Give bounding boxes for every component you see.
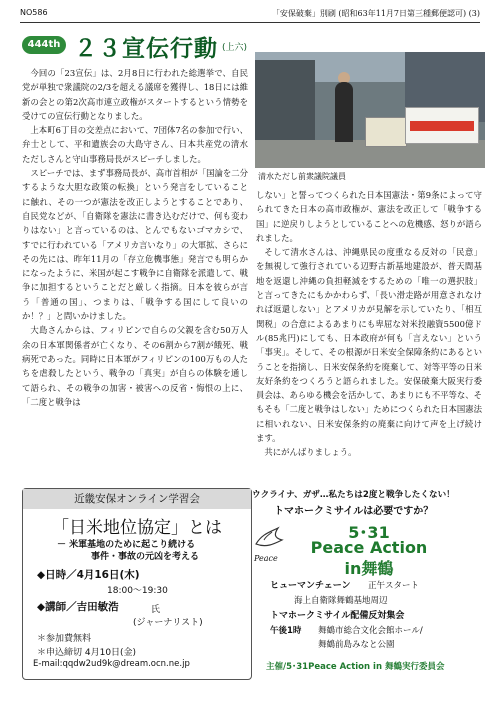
paragraph: スピーチでは、まず事務局長が、高市首相が「国論を二分するような大胆な政策の転換」という発言をしていることに触れ、その一つが憲法を改正しようとすることであり、自民党などが、「自衛隊を憲法に書き込むだけで、何も変わりはない」と言っているのは、とんでもないゴマカシで、すでに行われている「アメリカ言いなり」の大軍拡、さらにその先には、昨年11月の「存立危機事態」発言でも明らかになったように、米国が起こす戦争に自衛隊を派遣して、戦争に加担するということだと厳しく指摘。日本を彼らが言う「普通の国」、つまりは、「戦争する国にして良いのか！？」と問いかけました。: [22, 168, 248, 322]
paragraph: そして清水さんは、沖縄県民の度重なる反対の「民意」を無視して強行されている辺野古新基地建設が、普天間基地を返還し沖縄の負担軽減をするための「唯一の選択肢」と言ってきたにもかかわらず、「長い滑走路が用意されなければ返還しない」とアメリカが見解を示していたり、「相互関税」の合意によるあまりにも卑屈な対米投融資5500億ドル(85兆円)にしても、日本政府が何も「言えない」という「事実」。そして、その根源が日米安全保障条約にあるということを指摘し、日米安保条約を廃棄して、対等平等の日米友好条約をつくろうと語られました。安保破棄大阪実行委員会は、あらゆる機会を活かして、あまりにも不平等な、そもそも「二度と戦争はしない」ためにつくられた日本国憲法に相いれない、日米安保条約の廃棄に向けて声を上げ続けます。: [256, 247, 482, 444]
rally-time: 午後1時: [270, 626, 302, 636]
peace-action-box: [252, 488, 482, 678]
rally-venue-2: 舞鶴前島みなと公園: [318, 640, 395, 650]
article-title-sub: (上六): [222, 43, 248, 53]
issue-badge: 444th: [22, 36, 66, 54]
rally-venue-1: 舞鶴市総合文化会館ホール/: [318, 626, 423, 636]
study-session-subtitle-1: － 米軍基地のために起こり続ける: [57, 540, 196, 550]
human-chain: ヒューマンチェーン: [270, 581, 351, 591]
study-session-date: ◆日時／4月16日(木): [37, 569, 140, 581]
chain-place: 海上自衛隊舞鶴基地周辺: [294, 596, 388, 606]
study-session-lecturer-role: (ジャーナリスト): [133, 618, 203, 628]
paragraph: 共にがんばりましょう。: [264, 447, 357, 458]
organizer: 主催/5･31Peace Action in 舞鶴実行委員会: [266, 662, 445, 672]
header-rule: [20, 22, 480, 23]
peace-action-location: in舞鶴: [344, 559, 394, 578]
study-session-time: 18:00～19:30: [107, 586, 168, 596]
peace-action-title: Peace Action: [310, 538, 428, 557]
article-column-right: [256, 188, 482, 460]
article-title-row: [22, 30, 262, 60]
photo-caption: 清水ただし前衆議院議員: [258, 172, 346, 181]
study-session-deadline: ＊申込締切 4月10日(金): [37, 648, 137, 658]
peace-action-date: 5･31: [348, 523, 390, 542]
paragraph: 上本町6丁目の交差点において、7団体7名の参加で行い、弁士として、平和遺族会の大島守さん、日本共産党の清水ただしさんと守山事務局長がスピーチしました。: [22, 125, 248, 164]
study-session-box: [22, 488, 252, 680]
paragraph: 大島さんからは、フィリピンで自らの父親を含む50万人余の日本軍関係者が亡くなり、その6割から7割が餓死、戦病死であった。同時に日本軍がフィリピンの100万もの人たちを虐殺したという、戦争の「真実」が自らの体験を通して語られ、その戦争の加害・被害への反省・悔恨の上に、「二度と戦争は: [22, 325, 248, 407]
issue-number: NO586: [20, 8, 48, 17]
study-session-subtitle-2: 事件・事故の元凶を考える: [91, 552, 200, 562]
article-title: ２３宣伝行動: [74, 36, 218, 62]
study-session-lecturer-suffix: 氏: [151, 605, 161, 615]
peace-action-tagline: ウクライナ、ガザ…私たちは2度と戦争したくない！: [252, 490, 455, 500]
study-session-fee: ＊参加費無料: [37, 634, 92, 644]
study-session-lecturer: ◆講師／吉田敏浩: [37, 601, 119, 613]
paragraph: しない」と誓ってつくられた日本国憲法・第9条によって守られてきた日本の高市政権が、憲法を改正して「戦争する国」に逆戻りしようとしていることへの危機感、怒りが語られました。: [256, 190, 482, 243]
peace-label: Peace: [254, 554, 278, 563]
paragraph: 今回の「23宣伝」は、2月8日に行われた総選挙で、自民党が単独で衆議院の2/3を超える議席を獲得し、18日には維新の会との第2次高市連立政権がスタートするという情勢を受けての宣伝行動となりました。: [22, 68, 248, 121]
study-session-header: 近畿安保オンライン学習会: [23, 489, 251, 509]
masthead: 「安保破棄」別刷 (昭和63年11月7日第三種郵便認可) (3): [271, 9, 480, 18]
page-header: [20, 8, 480, 22]
peace-action-question: トマホークミサイルは必要ですか？: [274, 506, 434, 517]
study-session-email: E-mail:qqdw2ud9k@dream.ocn.ne.jp: [33, 659, 190, 669]
human-chain-start: 正午スタート: [368, 581, 420, 591]
rally-photo: [255, 52, 485, 168]
article-column-left: [22, 66, 248, 409]
rally-title: トマホークミサイル配備反対集会: [270, 611, 405, 621]
study-session-title: 「日米地位協定」とは: [52, 518, 222, 538]
